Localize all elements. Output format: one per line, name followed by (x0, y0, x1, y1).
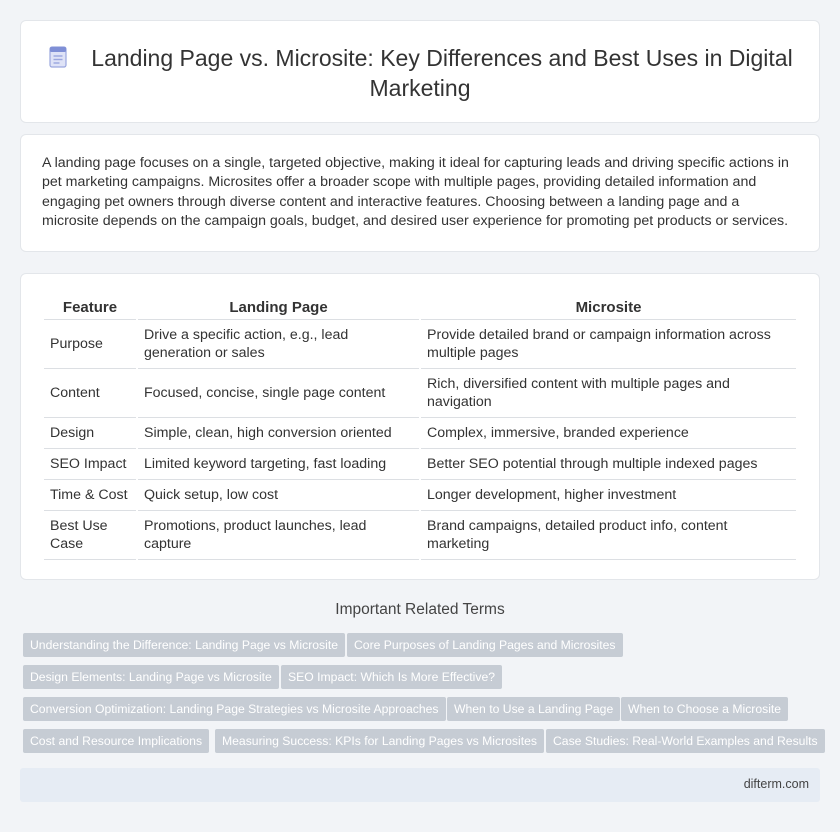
page-title-wrap (21, 43, 819, 103)
header-landing-page: Landing Page (138, 295, 419, 320)
document-icon (47, 45, 69, 69)
header-microsite: Microsite (421, 295, 796, 320)
related-term-link[interactable]: Conversion Optimization: Landing Page Strategies vs Microsite Approaches (23, 697, 446, 721)
footer-site-link[interactable]: difterm.com (743, 777, 809, 791)
intro-paragraph: A landing page focuses on a single, targeted objective, making it ideal for capturing leads and driving specific actions in pet marketing campaigns. Microsites offer a broader scope with multiple pages, providing detailed information and engaging pet owners through diverse content and interactive features. Choosing between a landing page and a microsite depends on the campaign goals, budget, and desired user experience for promoting pet products or services. (42, 155, 789, 229)
related-term-link[interactable]: Core Purposes of Landing Pages and Microsites (347, 633, 623, 657)
related-term-link[interactable]: Measuring Success: KPIs for Landing Pages vs Microsites (215, 729, 544, 753)
landing-page-cell: Focused, concise, single page content (138, 369, 419, 418)
table-row (44, 320, 796, 369)
feature-cell: SEO Impact (44, 449, 136, 480)
landing-page-cell: Drive a specific action, e.g., lead generation or sales (138, 320, 419, 369)
related-term-link[interactable]: Case Studies: Real-World Examples and Results (546, 729, 825, 753)
table-row (44, 449, 796, 480)
related-terms-title: Important Related Terms (335, 601, 505, 618)
feature-cell: Best Use Case (44, 511, 136, 560)
microsite-cell: Better SEO potential through multiple indexed pages (421, 449, 796, 480)
feature-cell: Time & Cost (44, 480, 136, 511)
table-row (44, 511, 796, 560)
related-term-link[interactable]: SEO Impact: Which Is More Effective? (281, 665, 502, 689)
page-title: Landing Page vs. Microsite: Key Differences and Best Uses in Digital Marketing (91, 45, 793, 101)
table-header-row (44, 295, 796, 320)
microsite-cell: Longer development, higher investment (421, 480, 796, 511)
landing-page-cell: Limited keyword targeting, fast loading (138, 449, 419, 480)
related-term-link[interactable]: Cost and Resource Implications (23, 729, 209, 753)
feature-cell: Design (44, 418, 136, 449)
comparison-card (20, 273, 820, 580)
microsite-cell: Rich, diversified content with multiple pages and navigation (421, 369, 796, 418)
intro-card (20, 134, 820, 252)
table-row (44, 480, 796, 511)
title-card (20, 20, 820, 123)
feature-cell: Content (44, 369, 136, 418)
microsite-cell: Complex, immersive, branded experience (421, 418, 796, 449)
landing-page-cell: Simple, clean, high conversion oriented (138, 418, 419, 449)
landing-page-cell: Promotions, product launches, lead capture (138, 511, 419, 560)
microsite-cell: Brand campaigns, detailed product info, content marketing (421, 511, 796, 560)
table-row (44, 369, 796, 418)
table-row (44, 418, 796, 449)
related-term-link[interactable]: When to Use a Landing Page (447, 697, 620, 721)
landing-page-cell: Quick setup, low cost (138, 480, 419, 511)
comparison-table (42, 295, 798, 560)
footer (20, 768, 820, 802)
header-feature: Feature (44, 295, 136, 320)
related-term-link[interactable]: Design Elements: Landing Page vs Microsite (23, 665, 279, 689)
feature-cell: Purpose (44, 320, 136, 369)
related-term-link[interactable]: When to Choose a Microsite (621, 697, 788, 721)
microsite-cell: Provide detailed brand or campaign information across multiple pages (421, 320, 796, 369)
related-term-link[interactable]: Understanding the Difference: Landing Page vs Microsite (23, 633, 345, 657)
